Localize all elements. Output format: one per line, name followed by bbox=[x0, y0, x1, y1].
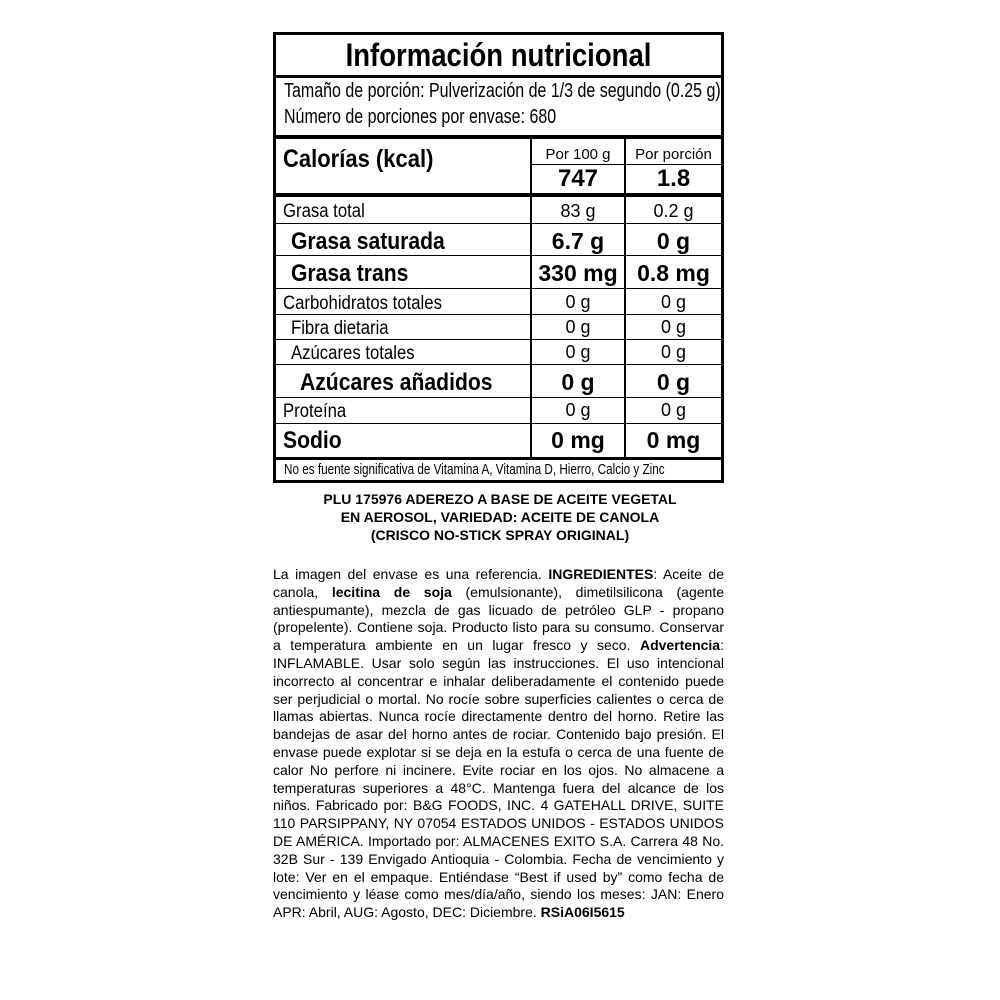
row-label-protein: Proteína bbox=[283, 401, 347, 422]
row-label-total-sugars: Azúcares totales bbox=[291, 343, 415, 364]
value-per-serving: 0 g bbox=[656, 369, 691, 395]
calories-per-100g: 747 bbox=[557, 165, 599, 192]
divider bbox=[276, 135, 721, 139]
calories-label: Calorías (kcal) bbox=[283, 145, 434, 173]
product-line: EN AEROSOL, VARIEDAD: ACEITE DE CANOLA bbox=[340, 509, 660, 525]
product-line: PLU 175976 ADEREZO A BASE DE ACEITE VEGETAL bbox=[323, 491, 677, 507]
product-line: (CRISCO NO-STICK SPRAY ORIGINAL) bbox=[370, 527, 630, 543]
value-per-serving: 0 g bbox=[660, 292, 687, 312]
value-per-100g: 0 g bbox=[565, 317, 591, 337]
divider bbox=[276, 255, 721, 256]
row-label-sodium: Sodio bbox=[283, 427, 342, 454]
value-per-100g: 0 g bbox=[565, 342, 591, 362]
row-label-added-sugars: Azúcares añadidos bbox=[300, 369, 493, 396]
nutrition-facts-panel bbox=[273, 32, 724, 483]
divider bbox=[276, 423, 721, 424]
allergen-text: lecitina de soja bbox=[331, 583, 452, 600]
value-per-serving: 0 g bbox=[656, 228, 691, 254]
row-label-total-fat: Grasa total bbox=[283, 201, 365, 222]
divider bbox=[276, 193, 721, 197]
text-segment: (emulsionante), dimetilsilicona (agente antiespumante), mezcla de gas licuado de petróleo GLP - propano (propelente). Contiene soja. Producto listo para su consumo. Conservar a temperatura ambiente en un lugar fresco y seco. bbox=[273, 583, 724, 654]
footnote: No es fuente significativa de Vitamina A, Vitamina D, Hierro, Calcio y Zinc bbox=[284, 461, 665, 478]
value-per-serving: 0.2 g bbox=[653, 201, 694, 221]
value-per-100g: 6.7 g bbox=[551, 228, 605, 254]
header-per-100g: Por 100 g bbox=[545, 146, 611, 163]
text-segment: La imagen del envase es una referencia. bbox=[273, 566, 549, 582]
divider bbox=[276, 75, 721, 78]
divider bbox=[276, 364, 721, 365]
registration-code: RSiA06I5615 bbox=[540, 904, 625, 921]
ingredients-heading: INGREDIENTES bbox=[548, 566, 654, 582]
value-per-100g: 0 g bbox=[561, 369, 595, 395]
header-per-serving: Por porción bbox=[635, 146, 712, 163]
text-segment: : INFLAMABLE. Usar solo según las instrucciones. El uso intencional incorrecto al concentrar e inhalar deliberadamente el contenido puede ser perjudicial o mortal. No rocíe sobre superficies calientes o cerca de llamas abiertas. Nunca rocíe directamente dentro del horno. Retire las bandejas de asar del horno antes de rociar. Contenido bajo presión. El envase puede explotar si se deja en la estufa o cerca de una fuente de calor No perfore ni incinere. Evite rociar en los ojos. No almacene a temperaturas superiores a 48°C. Mantenga fuera del alcance de los niños. Fabricado por: B&G FOODS, INC. 4 GATEHALL DRIVE, SUITE 110 PARSIPPANY, NY 07054 ESTADOS UNIDOS - ESTADOS UNIDOS DE AMÉRICA. Importado por: ALMACENES EXITO S.A. Carrera 48 No. 32B Sur - 139 Envigado Antioquia - Colombia. Fecha de vencimiento y lote: Ver en el empaque. Entiéndase “Best if used by” como fecha de vencimiento y léase como mes/día/año, siendo los meses: JAN: Enero APR: Abril, AUG: Agosto, DEC: Diciembre. bbox=[273, 637, 724, 921]
servings-per-container: Número de porciones por envase: 680 bbox=[284, 106, 557, 128]
value-per-100g: 0 g bbox=[565, 292, 591, 312]
value-per-100g: 0 g bbox=[565, 400, 591, 420]
value-per-serving: 0 g bbox=[660, 317, 687, 337]
value-per-serving: 0 mg bbox=[646, 427, 701, 453]
warning-heading: Advertencia bbox=[639, 637, 721, 654]
divider bbox=[276, 339, 721, 340]
value-per-serving: 0 g bbox=[660, 400, 687, 420]
divider bbox=[276, 314, 721, 315]
value-per-100g: 330 mg bbox=[538, 260, 618, 286]
value-per-100g: 83 g bbox=[560, 201, 596, 221]
value-per-serving: 0 g bbox=[660, 342, 687, 362]
ingredients-text bbox=[273, 566, 724, 922]
value-per-serving: 0.8 mg bbox=[637, 260, 710, 286]
row-label-total-carbs: Carbohidratos totales bbox=[283, 293, 442, 314]
divider bbox=[276, 288, 721, 289]
row-label-dietary-fiber: Fibra dietaria bbox=[291, 318, 389, 339]
serving-size: Tamaño de porción: Pulverización de 1/3 de segundo (0.25 g) bbox=[284, 80, 721, 102]
row-label-saturated-fat: Grasa saturada bbox=[291, 228, 445, 255]
nutrition-title: Información nutricional bbox=[345, 37, 652, 73]
product-description bbox=[260, 490, 740, 544]
divider bbox=[276, 457, 721, 460]
calories-per-serving: 1.8 bbox=[656, 165, 691, 192]
divider bbox=[276, 397, 721, 398]
divider bbox=[276, 223, 721, 224]
text-segment: : Aceite de canola, bbox=[273, 566, 724, 600]
row-label-trans-fat: Grasa trans bbox=[291, 260, 409, 287]
value-per-100g: 0 mg bbox=[551, 427, 605, 453]
